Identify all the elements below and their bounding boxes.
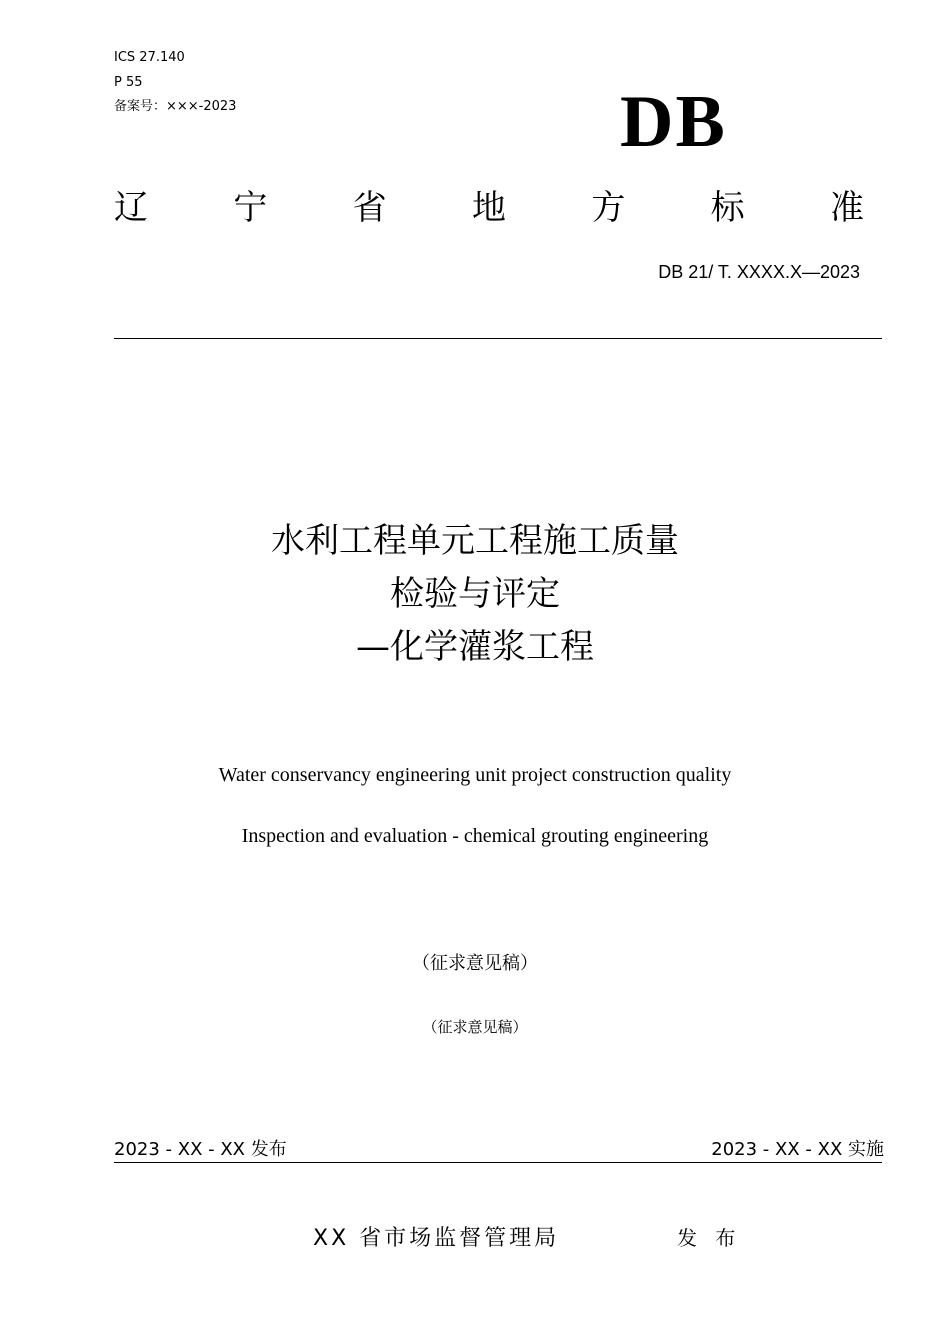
record-number: 备案号：×××-2023 — [114, 99, 237, 114]
title-cn-line-3: —化学灌浆工程 — [356, 627, 594, 667]
standard-type-char: 辽 — [114, 188, 148, 228]
standard-type-char: 地 — [471, 188, 506, 228]
issuing-authority: XX 省市场监督管理局 — [313, 1226, 560, 1251]
standard-type-char: 标 — [710, 188, 745, 228]
draft-label-small: （征求意见稿） — [422, 1018, 528, 1036]
title-cn-line-2: 检验与评定 — [390, 574, 560, 614]
classification-code: P 55 — [114, 75, 143, 90]
standard-type-char: 准 — [829, 188, 864, 228]
standard-type-char: 省 — [352, 188, 387, 228]
standard-number: DB 21/ T. XXXX.X—2023 — [658, 262, 860, 282]
standard-type-heading — [114, 186, 864, 230]
bottom-divider — [114, 1162, 882, 1163]
title-en-line-1: Water conservancy engineering unit project construction quality — [218, 764, 732, 786]
db-logo: DB — [620, 81, 727, 163]
title-en-line-2: Inspection and evaluation - chemical grouting engineering — [241, 825, 709, 847]
top-divider — [114, 338, 882, 339]
title-cn-line-1: 水利工程单元工程施工质量 — [271, 521, 679, 561]
standard-type-char: 方 — [591, 188, 626, 228]
draft-label: （征求意见稿） — [412, 953, 538, 974]
implement-date: 2023 - XX - XX 实施 — [711, 1139, 884, 1160]
issue-label: 发 布 — [677, 1226, 742, 1250]
standard-type-char: 宁 — [233, 188, 268, 228]
publish-date: 2023 - XX - XX 发布 — [114, 1139, 287, 1160]
ics-code: ICS 27.140 — [114, 50, 185, 65]
